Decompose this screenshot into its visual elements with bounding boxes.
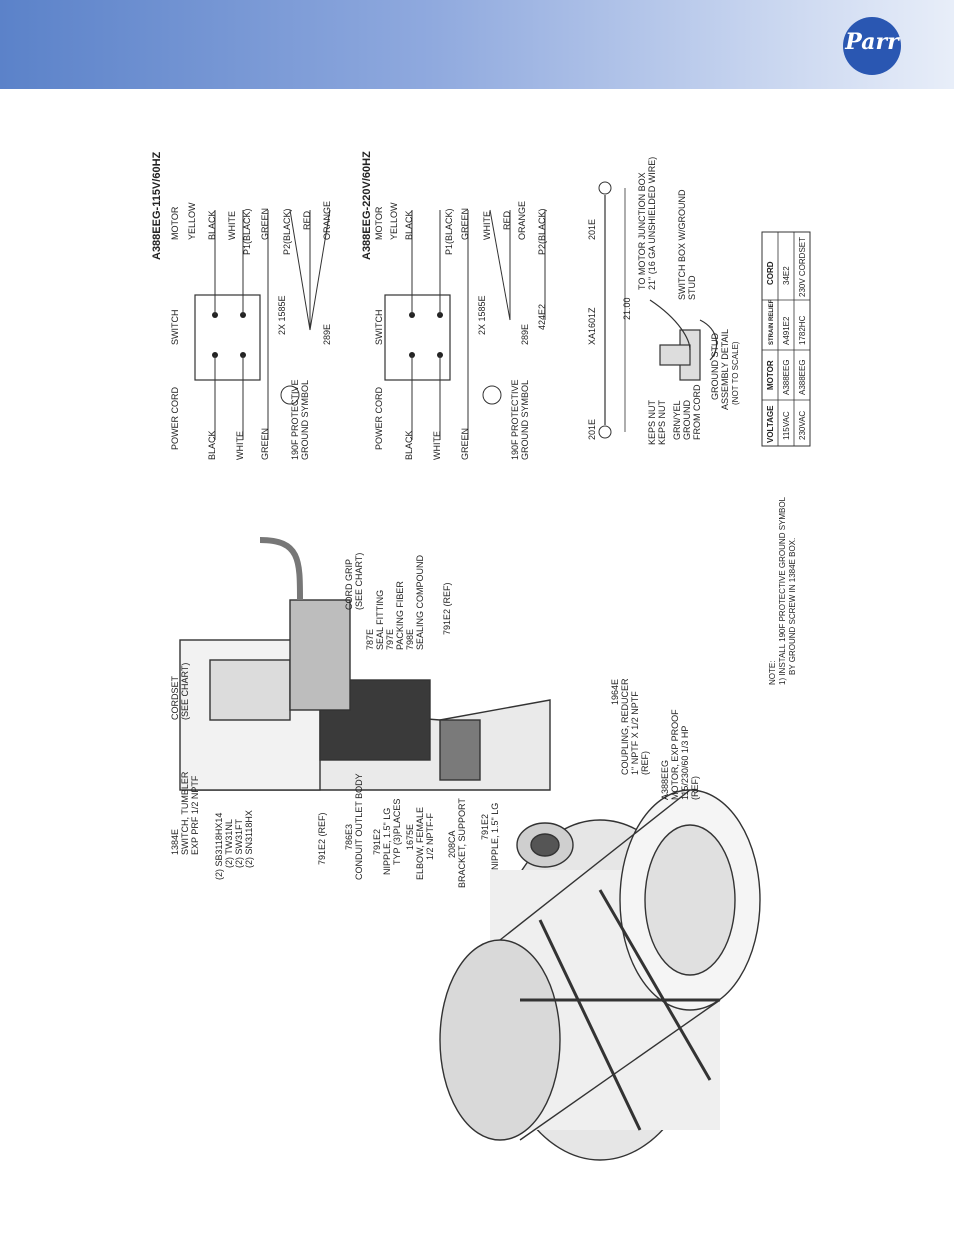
label-nipple-typ-places: TYP (3)PLACES bbox=[392, 798, 402, 865]
chart-r2-cord: 230V CORDSET bbox=[798, 236, 807, 297]
chart-r2-strain: 1782HC bbox=[798, 315, 807, 345]
label-motor-spec: 115/230/60 1/3 HP bbox=[680, 725, 690, 800]
w220-motor: MOTOR bbox=[374, 206, 384, 240]
w220-left-green: GREEN bbox=[460, 427, 470, 460]
wiring-220-title: A388EEG-220V/60HZ bbox=[361, 151, 373, 260]
w115-left-white: WHITE bbox=[235, 431, 245, 460]
label-bracket-name: BRACKET, SUPPORT bbox=[457, 798, 467, 888]
stud-title-2: ASSEMBLY DETAIL bbox=[720, 328, 730, 410]
w220-powercord: POWER CORD bbox=[374, 387, 384, 450]
label-screw-4: (2) SN3118HX bbox=[244, 810, 254, 868]
stud-switchbox-1: SWITCH BOX W/GROUND bbox=[677, 189, 687, 300]
chart-r1-cord: 34E2 bbox=[782, 266, 791, 285]
w220-r-yellow: YELLOW bbox=[389, 202, 399, 240]
w115-switch: SWITCH bbox=[170, 309, 180, 345]
stud-grn: GRN/YEL bbox=[672, 400, 682, 440]
label-bracket-num: 208CA bbox=[447, 830, 457, 858]
wire-left: 201E bbox=[587, 418, 597, 440]
label-elbow-spec: 1/2 NPTF-F bbox=[425, 812, 435, 860]
w220-ground-2: GROUND SYMBOL bbox=[520, 379, 530, 460]
stud-title-1: GROUND STUD bbox=[710, 333, 720, 400]
w220-r-p2: P2(BLACK) bbox=[537, 208, 547, 255]
wire-right: 201E bbox=[587, 218, 597, 240]
cord-chart bbox=[762, 232, 810, 446]
chart-r2-voltage: 230VAC bbox=[798, 410, 807, 440]
label-screw-2: (2) TW31NL bbox=[224, 819, 234, 868]
label-cordgrip: CORD GRIP bbox=[344, 558, 354, 610]
label-switch-spec: EXP PRF 1/2 NPTF bbox=[190, 775, 200, 855]
label-elbow-num: 1675E bbox=[405, 823, 415, 850]
motor-drawing bbox=[440, 790, 760, 1160]
label-screw-3: (2) SW31FT bbox=[234, 818, 244, 868]
label-fit-6: SEALING COMPOUND bbox=[415, 554, 425, 650]
w220-r-orange: ORANGE bbox=[517, 200, 527, 240]
w115-r-green: GREEN bbox=[260, 207, 270, 240]
label-cordset: CORDSET bbox=[170, 675, 180, 720]
w220-screw: 2X 1585E bbox=[477, 295, 487, 335]
wire-detail bbox=[587, 182, 632, 440]
stud-title-3: (NOT TO SCALE) bbox=[731, 341, 740, 405]
label-coupling-name: COUPLING, REDUCER bbox=[620, 678, 630, 775]
stud-keps-2: KEPS NUT bbox=[657, 399, 667, 445]
label-fit-2: SEAL FITTING bbox=[375, 589, 385, 650]
w115-ground-1: 190F PROTECTIVE bbox=[290, 379, 300, 460]
label-nipple-typ-size: NIPPLE, 1.5" LG bbox=[382, 807, 392, 875]
w115-ground-2: GROUND SYMBOL bbox=[300, 379, 310, 460]
wiring-220v bbox=[361, 151, 547, 460]
chart-r1-strain: A491E2 bbox=[782, 316, 791, 345]
label-fit-3: 797E bbox=[385, 628, 395, 650]
w115-r-red: RED bbox=[302, 210, 312, 230]
chart-r2-motor: A388EEG bbox=[798, 359, 807, 395]
label-elbow-name: ELBOW, FEMALE bbox=[415, 806, 425, 880]
chart-r1-motor: A388EEG bbox=[782, 359, 791, 395]
w115-left-green: GREEN bbox=[260, 427, 270, 460]
w115-powercord: POWER CORD bbox=[170, 387, 180, 450]
stud-ground: GROUND bbox=[682, 400, 692, 440]
label-nipple-size: NIPPLE, 1.5" LG bbox=[490, 802, 500, 870]
w220-part-2: 424E2 bbox=[537, 303, 547, 330]
stud-keps-1: KEPS NUT bbox=[647, 399, 657, 445]
label-motor-ref: (REF) bbox=[690, 776, 700, 800]
note-title: NOTE: bbox=[768, 660, 777, 685]
w220-r-green: GREEN bbox=[460, 207, 470, 240]
w220-switch: SWITCH bbox=[374, 309, 384, 345]
w220-r-black: BLACK bbox=[404, 210, 414, 240]
w115-r-yellow: YELLOW bbox=[187, 202, 197, 240]
chart-h-voltage: VOLTAGE bbox=[766, 405, 775, 443]
coupling-drawing bbox=[517, 823, 573, 867]
wire-length: 21.00 bbox=[622, 297, 632, 320]
chart-h-strain: STRAIN RELIEF bbox=[769, 299, 775, 345]
note-line-1: 1) INSTALL 190F PROTECTIVE GROUND SYMBOL bbox=[778, 496, 787, 685]
w220-ground-1: 190F PROTECTIVE bbox=[510, 379, 520, 460]
wire-middle: XA1601Z bbox=[587, 307, 597, 345]
label-coupling-num: 1964E bbox=[610, 678, 620, 705]
w115-part: 289E bbox=[322, 323, 332, 345]
w115-left-black: BLACK bbox=[207, 430, 217, 460]
label-fit-4: PACKING FIBER bbox=[395, 581, 405, 650]
logo-text: Parr bbox=[845, 29, 899, 55]
chart-h-motor: MOTOR bbox=[766, 360, 775, 390]
w115-r-p2: P2(BLACK) bbox=[282, 208, 292, 255]
w220-r-p1: P1(BLACK) bbox=[444, 208, 454, 255]
chart-r1-voltage: 115VAC bbox=[782, 411, 791, 440]
label-nipple-typ-num: 791E2 bbox=[372, 828, 382, 855]
w220-left-black: BLACK bbox=[404, 430, 414, 460]
label-coupling-spec: 1" NPTF X 1/2 NPTF bbox=[630, 691, 640, 775]
label-outlet-num: 786E3 bbox=[344, 823, 354, 850]
label-switch-name: SWITCH, TUMBLER bbox=[180, 771, 190, 855]
label-coupling-ref: (REF) bbox=[640, 751, 650, 775]
label-nipple-num: 791E2 bbox=[480, 813, 490, 840]
label-fit-1: 787E bbox=[365, 628, 375, 650]
ground-stud-detail bbox=[637, 157, 740, 445]
stud-switchbox-2: STUD bbox=[687, 275, 697, 300]
w115-r-white: WHITE bbox=[227, 211, 237, 240]
chart-h-cord: CORD bbox=[766, 261, 775, 285]
label-cordgrip-see: (SEE CHART) bbox=[354, 552, 364, 610]
w220-part-1: 289E bbox=[520, 323, 530, 345]
w115-r-orange: ORANGE bbox=[322, 200, 332, 240]
label-nipple-ref-right: 791E2 (REF) bbox=[442, 582, 452, 635]
w220-left-white: WHITE bbox=[432, 431, 442, 460]
label-motor-num: A388EEG bbox=[660, 759, 670, 800]
w115-r-black: BLACK bbox=[207, 210, 217, 240]
w115-r-p1: P1(BLACK) bbox=[242, 208, 252, 255]
w220-r-red: RED bbox=[502, 210, 512, 230]
label-outlet-name: CONDUIT OUTLET BODY bbox=[354, 773, 364, 880]
note bbox=[768, 496, 797, 685]
w115-motor: MOTOR bbox=[170, 206, 180, 240]
label-motor-name: MOTOR, EXP PROOF bbox=[670, 709, 680, 800]
wiring-115-title: A388EEG-115V/60HZ bbox=[151, 151, 163, 260]
wiring-115v bbox=[151, 151, 332, 460]
bracket-drawing bbox=[180, 540, 550, 790]
w220-r-white: WHITE bbox=[482, 211, 492, 240]
label-nipple-ref-left: 791E2 (REF) bbox=[317, 812, 327, 865]
label-switch-num: 1384E bbox=[170, 828, 180, 855]
stud-junction-1: TO MOTOR JUNCTION BOX bbox=[637, 172, 647, 290]
w115-screw: 2X 1585E bbox=[277, 295, 287, 335]
label-screw-1: (2) SB3118HX14 bbox=[214, 812, 224, 880]
stud-from: FROM CORD bbox=[692, 384, 702, 440]
note-line-2: BY GROUND SCREW IN 1384E BOX. bbox=[788, 537, 797, 675]
label-fit-5: 798E bbox=[405, 628, 415, 650]
label-cordset-see: (SEE CHART) bbox=[180, 662, 190, 720]
stud-junction-2: 21" (16 GA UNSHIELDED WIRE) bbox=[647, 156, 657, 290]
